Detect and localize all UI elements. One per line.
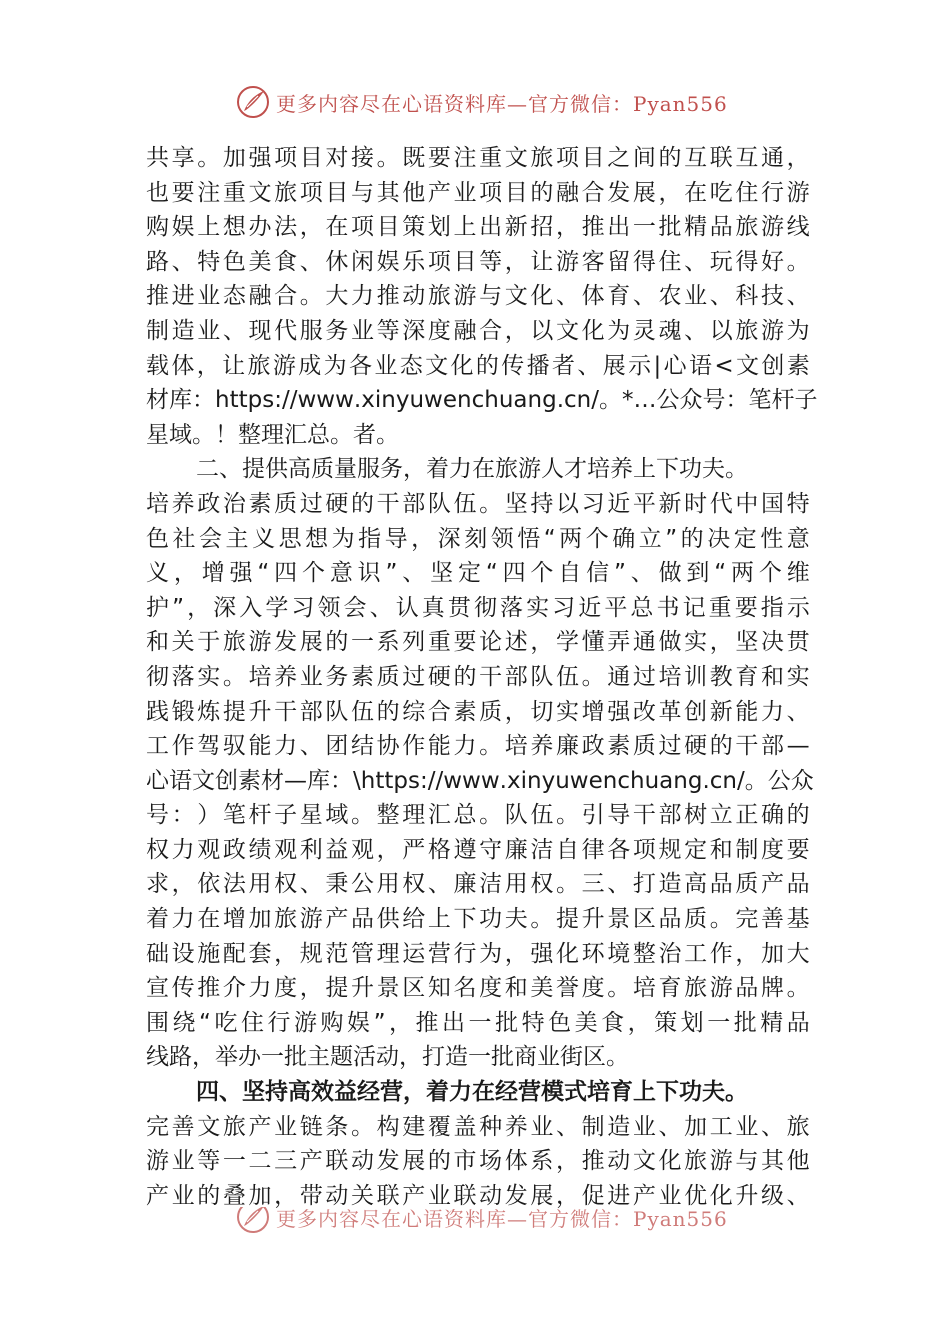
text-line: 础 设 施 配 套 ， 规 范 管 理 运 营 行 为 ， 强 化 环 境 整 治 工 作 ， 加 大	[146, 940, 810, 967]
text-line: 义 ， 增 强 “ 四 个 意 识 ” 、 坚 定 “ 四 个 自 信 ” 、 做 到 “ 两 个 维	[146, 560, 810, 587]
text-line: 围 绕 “ 吃 住 行 游 购 娱 ” ， 推 出 一 批 特 色 美 食 ， 策 划 一 批 精 品	[146, 1009, 810, 1036]
text-line: 和 关 于 旅 游 发 展 的 一 系 列 重 要 论 述 ， 学 懂 弄 通 做 实 ， 坚 决 贯	[146, 629, 810, 656]
text-line: 培 养 政 治 素 质 过 硬 的 干 部 队 伍 。 坚 持 以 习 近 平 新 时 代 中 国 特	[146, 490, 810, 517]
text-line: 产 业 的 叠 加 ， 带 动 关 联 产 业 联 动 发 展 ， 促 进 产 业 优 化 升 级 、	[146, 1182, 810, 1209]
text-line: 载 体 ， 让 旅 游 成 为 各 业 态 文 化 的 传 播 者 、 展 示 | 心 语 < 文 创 素	[146, 352, 810, 379]
footer-watermark	[0, 1207, 950, 1237]
text-line: 工 作 驾 驭 能 力 、 团 结 协 作 能 力 。 培 养 廉 政 素 质 过 硬 的 干 部 —	[146, 733, 810, 760]
text-line: 色 社 会 主 义 思 想 为 指 导 ， 深 刻 领 悟 “ 两 个 确 立 ” 的 决 定 性 意	[146, 525, 810, 552]
text-line: 共 享 。 加 强 项 目 对 接 。 既 要 注 重 文 旅 项 目 之 间 的 互 联 互 通 ，	[146, 145, 810, 171]
text-line: 彻 落 实 。 培 养 业 务 素 质 过 硬 的 干 部 队 伍 。 通 过 培 训 教 育 和 实	[146, 663, 810, 690]
text-line: 星域。！整理汇总。者。	[146, 421, 399, 448]
text-line: 也 要 注 重 文 旅 项 目 与 其 他 产 业 项 目 的 融 合 发 展 ， 在 吃 住 行 游	[146, 179, 810, 206]
text-line: 宣 传 推 介 力 度 ， 提 升 景 区 知 名 度 和 美 誉 度 。 培 育 旅 游 品 牌 。	[146, 975, 810, 1002]
watermark-text: 更多内容尽在心语资料库—官方微信：Pyan556	[276, 1207, 728, 1231]
section-heading-2: 二、提供高质量服务，着力在旅游人才培养上下功夫。	[196, 456, 748, 483]
header-watermark	[0, 82, 950, 122]
section-heading-4: 四、坚持高效益经营，着力在经营模式培育上下功夫。	[196, 1079, 748, 1106]
text-line: 心 语 文 创 素 材 — 库 ： \ h t t p s : / / w w w . x i n y u w e n c h u a n g . c n / 。 公 众	[146, 767, 814, 794]
text-line: 践 锻 炼 提 升 干 部 队 伍 的 综 合 素 质 ， 切 实 增 强 改 革 创 新 能 力 、	[146, 698, 810, 725]
text-line: 线路，举办一批主题活动，打造一批商业街区。	[146, 1044, 629, 1071]
text-line: 游 业 等 一 二 三 产 联 动 发 展 的 市 场 体 系 ， 推 动 文 化 旅 游 与 其 他	[146, 1148, 810, 1175]
text-line: 求 ， 依 法 用 权 、 秉 公 用 权 、 廉 洁 用 权 。 三 、 打 造 高 品 质 产 品	[146, 871, 810, 898]
text-line: 护 ” ， 深 入 学 习 领 会 、 认 真 贯 彻 落 实 习 近 平 总 书 记 重 要 指 示	[146, 594, 810, 621]
document-body	[146, 141, 818, 1213]
text-line: 权 力 观 政 绩 观 利 益 观 ， 严 格 遵 守 廉 洁 自 律 各 项 规 定 和 制 度 要	[146, 836, 810, 863]
watermark-text: 更多内容尽在心语资料库—官方微信：Pyan556	[276, 91, 728, 116]
text-line: 材 库 ： h t t p s : / / w w w . x i n y u w e n c h u a n g . c n / 。 * … 公 众 号 ： 笔 杆 子	[146, 387, 818, 414]
text-line: 着 力 在 增 加 旅 游 产 品 供 给 上 下 功 夫 。 提 升 景 区 品 质 。 完 善 基	[146, 906, 810, 933]
text-line: 购 娱 上 想 办 法 ， 在 项 目 策 划 上 出 新 招 ， 推 出 一 批 精 品 旅 游 线	[146, 214, 810, 241]
text-line: 路 、 特 色 美 食 、 休 闲 娱 乐 项 目 等 ， 让 游 客 留 得 住 、 玩 得 好 。	[146, 248, 810, 275]
text-line: 完 善 文 旅 产 业 链 条 。 构 建 覆 盖 种 养 业 、 制 造 业 、 加 工 业 、 旅	[146, 1113, 810, 1140]
feather-seal-icon	[236, 85, 270, 119]
text-line: 制 造 业 、 现 代 服 务 业 等 深 度 融 合 ， 以 文 化 为 灵 魂 、 以 旅 游 为	[146, 317, 810, 344]
feather-seal-icon	[236, 1207, 270, 1234]
text-line: 号 ： ） 笔 杆 子 星 域 。 整 理 汇 总 。 队 伍 。 引 导 干 部 树 立 正 确 的	[146, 802, 810, 829]
text-line: 推 进 业 态 融 合 。 大 力 推 动 旅 游 与 文 化 、 体 育 、 农 业 、 科 技 、	[146, 283, 810, 310]
